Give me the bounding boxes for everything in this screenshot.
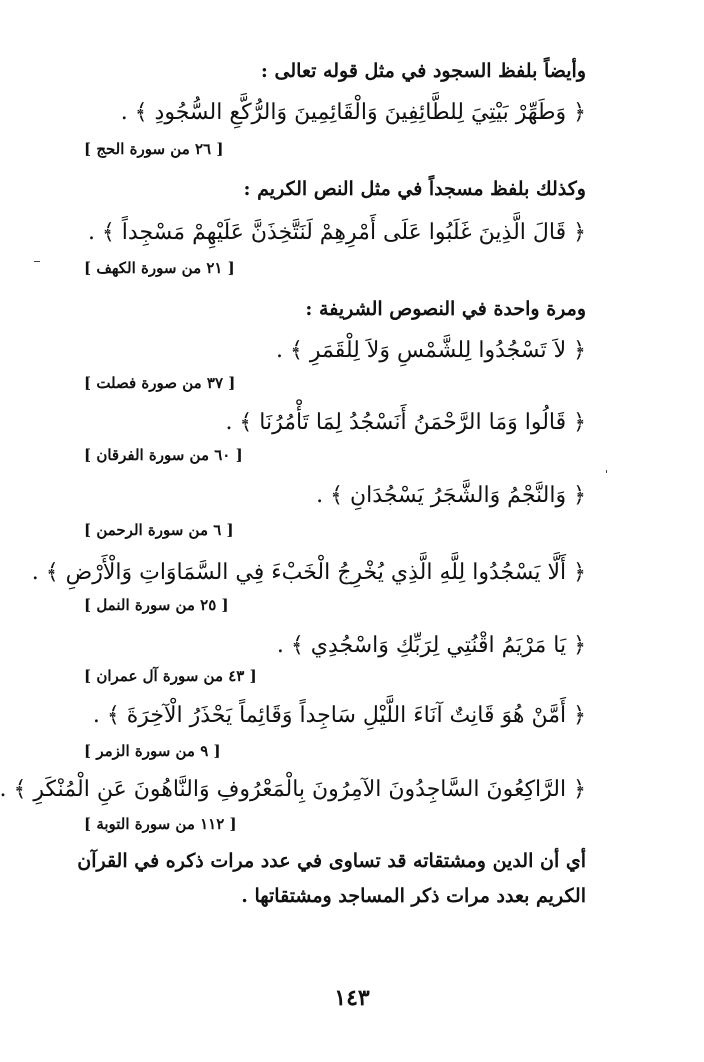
- verse-hajj: ﴿ وَطَهِّرْ بَيْتِيَ لِلطَّائِفِينَ وَالْقَائِمِينَ وَالرُّكَّعِ السُّجُودِ ﴾ .: [120, 100, 586, 125]
- verse-al-imran: ﴿ يَا مَرْيَمُ اقْنُتِي لِرَبِّكِ وَاسْجُدِي ﴾ .: [276, 633, 586, 658]
- ref-hajj: [ ٢٦ من سورة الحج ]: [84, 140, 224, 158]
- ref-zumar: [ ٩ من سورة الزمر ]: [84, 742, 221, 760]
- scan-mark: [34, 261, 40, 262]
- verse-furqan: ﴿ قَالُوا وَمَا الرَّحْمَنُ أَنَسْجُدُ لِمَا تَأْمُرُنَا ﴾ .: [225, 410, 586, 435]
- page-number: ١٤٣: [334, 985, 370, 1011]
- ref-kahf: [ ٢١ من سورة الكهف ]: [84, 259, 235, 277]
- verse-zumar: ﴿ أَمَّنْ هُوَ قَانِتٌ آنَاءَ اللَّيْلِ سَاجِداً وَقَائِماً يَحْذَرُ الْآخِرَةَ ﴾ .: [92, 703, 586, 728]
- intro-line-2: وكذلك بلفظ مسجداً في مثل النص الكريم :: [243, 178, 586, 200]
- conclusion-line-2: الكريم بعدد مرات ذكر المساجد ومشتقاتها .: [241, 885, 586, 907]
- intro-line-3: ومرة واحدة في النصوص الشريفة :: [305, 298, 586, 320]
- scan-mark: [606, 470, 607, 473]
- conclusion-line-1: أي أن الدين ومشتقاته قد تساوى في عدد مرات ذكره في القرآن: [77, 850, 586, 872]
- verse-tawbah: ﴿ الرَّاكِعُونَ السَّاجِدُونَ الآمِرُونَ بِالْمَعْرُوفِ وَالنَّاهُونَ عَنِ الْمُنْكَرِ ﴾ .: [0, 777, 586, 802]
- verse-naml: ﴿ أَلَّا يَسْجُدُوا لِلَّهِ الَّذِي يُخْرِجُ الْخَبْءَ فِي السَّمَاوَاتِ وَالْأَرْضِ ﴾ .: [31, 560, 586, 585]
- ref-fussilat: [ ٣٧ من صورة فصلت ]: [84, 374, 236, 392]
- intro-line-1: وأيضاً بلفظ السجود في مثل قوله تعالى :: [260, 60, 586, 82]
- verse-rahman: ﴿ وَالنَّجْمُ وَالشَّجَرُ يَسْجُدَانِ ﴾ .: [316, 483, 586, 508]
- ref-tawbah: [ ١١٢ من سورة التوبة ]: [84, 815, 237, 833]
- ref-furqan: [ ٦٠ من سورة الفرقان ]: [84, 446, 243, 464]
- ref-al-imran: [ ٤٣ من سورة آل عمران ]: [84, 667, 257, 685]
- ref-rahman: [ ٦ من سورة الرحمن ]: [84, 521, 234, 539]
- ref-naml: [ ٢٥ من سورة النمل ]: [84, 596, 229, 614]
- verse-fussilat: ﴿ لاَ تَسْجُدُوا لِلشَّمْسِ وَلاَ لِلْقَمَرِ ﴾ .: [275, 338, 586, 363]
- verse-kahf: ﴿ قَالَ الَّذِينَ غَلَبُوا عَلَى أَمْرِهِمْ لَنَتَّخِذَنَّ عَلَيْهِمْ مَسْجِداً ﴾ .: [87, 220, 586, 245]
